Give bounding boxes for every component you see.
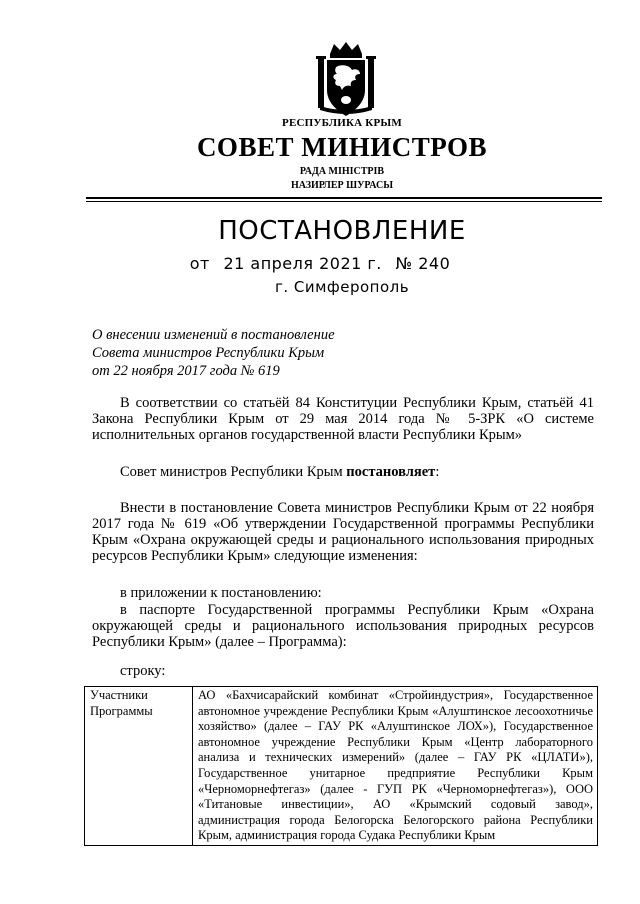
paragraph-amendment: Внести в постановление Совета министров Республики Крым от 22 ноября 2017 года № 619 «Об утверждении Государственной программы Республики Крым «Охрана окружающей среды и рационального использования природных ресурсов Республики Крым» следующие изменения: [92,500,594,564]
subject-line: Совета министров Республики Крым [92,345,325,361]
document-type-title: ПОСТАНОВЛЕНИЕ [218,216,466,246]
council-name-ukrainian: РАДА МІНІСТРІВ [299,166,385,177]
table-row [85,687,598,846]
table-cell-label: Участники Программы [85,687,193,846]
council-name-translations [22,165,640,193]
decree-date-line [0,254,640,273]
paragraph-resolves [92,464,594,480]
subject-line: от 22 ноября 2017 года № 619 [92,363,280,379]
paragraph-legal-basis: В соответствии со статьёй 84 Конституции Республики Крым, статьёй 41 Закона Республики Крым от 29 мая 2014 года № 5-ЗРК «О системе исполнительных органов государственной власти Республики Крым» [92,395,594,443]
table-cell-content: АО «Бахчисарайский комбинат «Стройиндустрия», Государственное автономное учреждение Республики Крым «Алуштинское лесоохотничье хозяйство» (далее – ГАУ РК «Алуштинское ЛОХ»), Государственное автономное учреждение Республики Крым «Центр лабораторного анализа и технических измерений» (далее – ГАУ РК «ЦЛАТИ»), Государственное унитарное предприятие Республики Крым «Черноморнефтегаз» (далее - ГУП РК «Черноморнефтегаз»), ООО «Титановые инвестиции», АО «Крымский содовый завод», администрация города Белогорска Белогорского района Республики Крым, администрация города Судака Республики Крым [193,687,598,846]
subject-line: О внесении изменений в постановление [92,327,335,343]
decree-number: № 240 [395,254,451,273]
council-name: СОВЕТ МИНИСТРОВ [196,132,488,162]
decree-date: 21 апреля 2021 г. [223,254,382,273]
council-name-crimean-tatar: НАЗИРЛЕР ШУРАСЫ [290,180,394,191]
paragraph-passport: в паспорте Государственной программы Республики Крым «Охрана окружающей среды и рационального использования природных ресурсов Республики Крым» (далее – Программа): [92,602,594,650]
paragraph-row-label: строку: [120,663,166,679]
republic-name: РЕСПУБЛИКА КРЫМ [282,117,402,129]
resolves-tail: : [435,464,440,480]
decree-subject [92,326,412,380]
decree-city: г. Симферополь [274,278,410,296]
resolves-keyword: постановляет [346,464,436,480]
program-participants-table [84,686,598,846]
header-divider-thin [86,201,602,202]
paragraph-appendix: в приложении к постановлению: [120,585,322,601]
header-divider-thick [86,197,602,199]
resolves-lead: Совет министров Республики Крым [120,464,347,480]
date-prefix: от [189,254,210,273]
crimea-coat-of-arms-icon [314,40,378,120]
